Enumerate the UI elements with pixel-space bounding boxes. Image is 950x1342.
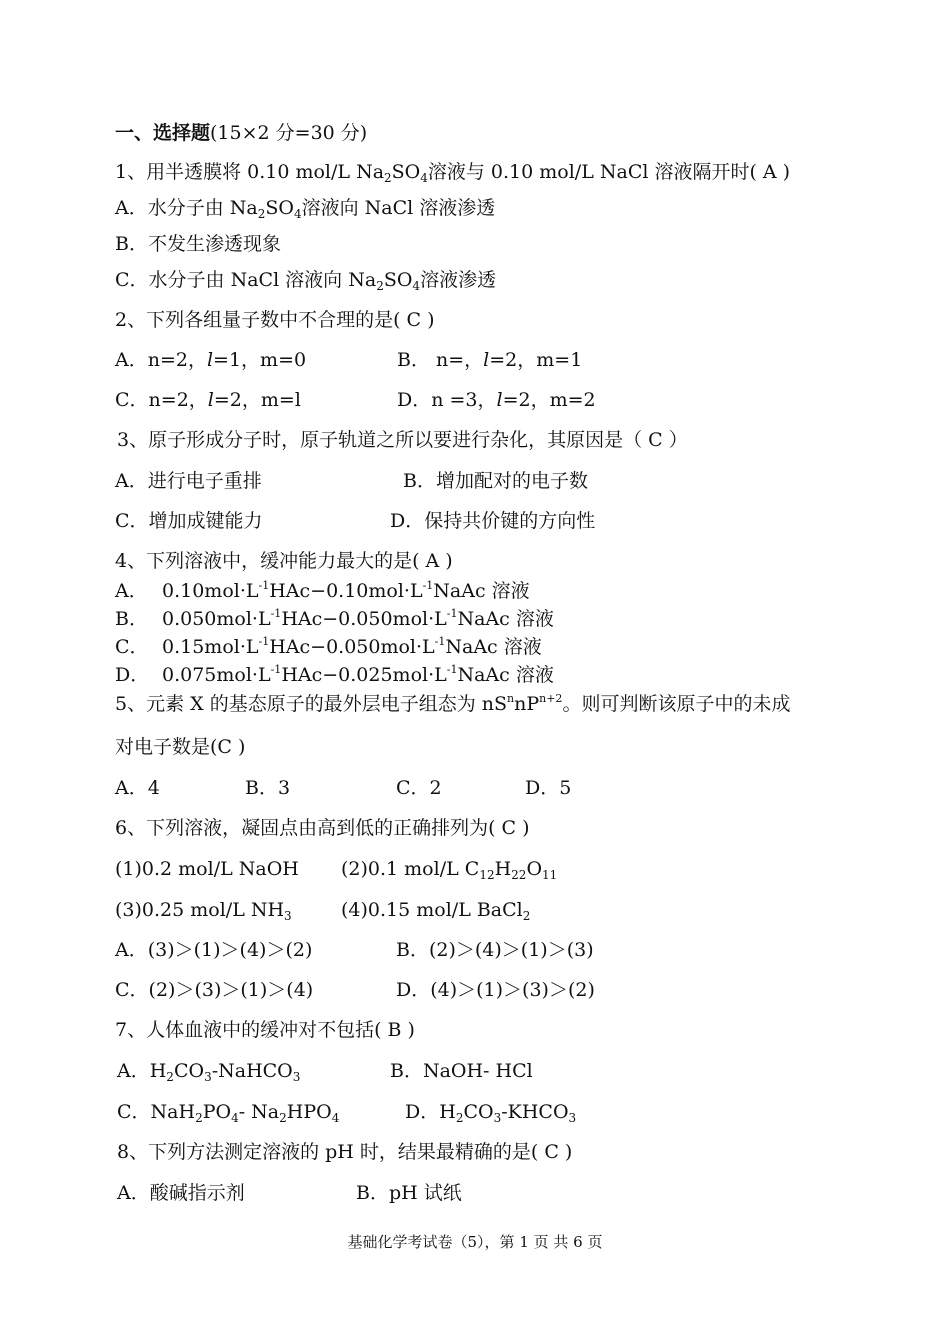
q3-option-b: B．增加配对的电子数 xyxy=(403,470,588,492)
q5-option-a: A．4 xyxy=(115,777,160,799)
question-1: 1、用半透膜将 0.10 mol/L $Na_2SO_4$溶液与 0.10 mol/L NaCl 溶液隔开时( A ) xyxy=(115,161,791,185)
q7-option-a: A．$H_2CO_3-NaHCO_3$ xyxy=(117,1060,301,1084)
q7-option-c: C．$NaH_2PO_4-$ $Na_2HPO_4$ xyxy=(117,1101,340,1125)
section-heading: 一、选择题 xyxy=(115,122,211,144)
q3-option-a: A．进行电子重排 xyxy=(115,470,262,492)
q5-option-d: D．5 xyxy=(525,777,572,799)
q6-solution-1: (1)0.2 mol/L NaOH xyxy=(115,858,299,880)
q1-option-b: B．不发生渗透现象 xyxy=(115,233,281,255)
q6-option-a: A．(3)＞(1)＞(4)＞(2) xyxy=(115,939,313,961)
q6-option-c: C．(2)＞(3)＞(1)＞(4) xyxy=(115,979,314,1001)
q4-option-b: B． $0.050mol\cdot L^{-1}HAc-0.050mol\cdot L^{-1}NaAc$ 溶液 xyxy=(115,607,554,630)
q5-option-b: B．3 xyxy=(245,777,291,799)
q4-option-d: D． $0.075mol\cdot L^{-1}HAc-0.025mol\cdot L^{-1}NaAc$ 溶液 xyxy=(115,663,554,686)
q7-option-d: D．$H_2CO_3-KHCO_3$ xyxy=(405,1101,577,1125)
q6-solution-3: (3)0.25 mol/L $NH_3$ xyxy=(115,899,292,923)
section-title xyxy=(115,120,367,146)
q3-option-c: C．增加成键能力 xyxy=(115,510,263,532)
q2-options-row2: C．n=2，l=2，m=l xyxy=(115,389,301,411)
q1-option-a: A．水分子由 $Na_2SO_4$溶液向 NaCl 溶液渗透 xyxy=(115,197,496,221)
question-7: 7、人体血液中的缓冲对不包括( B ) xyxy=(115,1019,415,1041)
q8-option-b: B．pH 试纸 xyxy=(356,1182,462,1204)
page-footer: 基础化学考试卷（5），第 1 页 共 6 页 xyxy=(347,1233,603,1251)
question-8: 8、下列方法测定溶液的 pH 时，结果最精确的是( C ) xyxy=(117,1141,573,1163)
question-6: 6、下列溶液，凝固点由高到低的正确排列为( C ) xyxy=(115,817,530,839)
q2-option-d: D．n =3，l=2，m=2 xyxy=(397,389,596,411)
q4-option-c: C． $0.15mol\cdot L^{-1}HAc-0.050mol\cdot L^{-1}NaAc$ 溶液 xyxy=(115,635,542,658)
question-2: 2、下列各组量子数中不合理的是( C ) xyxy=(115,309,435,331)
q7-option-b: B．NaOH- HCl xyxy=(390,1060,533,1082)
q6-solution-2: (2)0.1 mol/L $C_{12}H_{22}O_{11}$ xyxy=(341,858,558,882)
section-score: (15×2 分=30 分) xyxy=(210,122,368,144)
q4-option-a: A． $0.10mol\cdot L^{-1}HAc-0.10mol\cdot L^{-1}NaAc$ 溶液 xyxy=(115,579,530,602)
q6-option-d: D．(4)＞(1)＞(3)＞(2) xyxy=(396,979,595,1001)
q8-option-a: A．酸碱指示剂 xyxy=(117,1182,245,1204)
q6-solution-4: (4)0.15 mol/L BaCl$_2$ xyxy=(341,899,531,923)
q3-option-d: D．保持共价键的方向性 xyxy=(390,510,596,532)
q6-option-b: B．(2)＞(4)＞(1)＞(3) xyxy=(396,939,594,961)
q2-option-b: B． n=，l=2，m=1 xyxy=(397,349,583,371)
q1-option-c: C．水分子由 NaCl 溶液向 $Na_2SO_4$溶液渗透 xyxy=(115,269,497,293)
question-4: 4、下列溶液中，缓冲能力最大的是( A ) xyxy=(115,550,453,572)
q5-option-c: C．2 xyxy=(396,777,442,799)
question-5: 5、元素 X 的基态原子的最外层电子组态为 $nS^nnP^{n+2}$。则可判断该原子中的未成 xyxy=(115,692,791,715)
q2-options-row1: A．n=2，l=1，m=0 xyxy=(115,349,307,371)
question-3: 3、原子形成分子时，原子轨道之所以要进行杂化，其原因是（ C ） xyxy=(117,429,688,451)
question-5-cont: 对电子数是(C ) xyxy=(115,736,246,758)
